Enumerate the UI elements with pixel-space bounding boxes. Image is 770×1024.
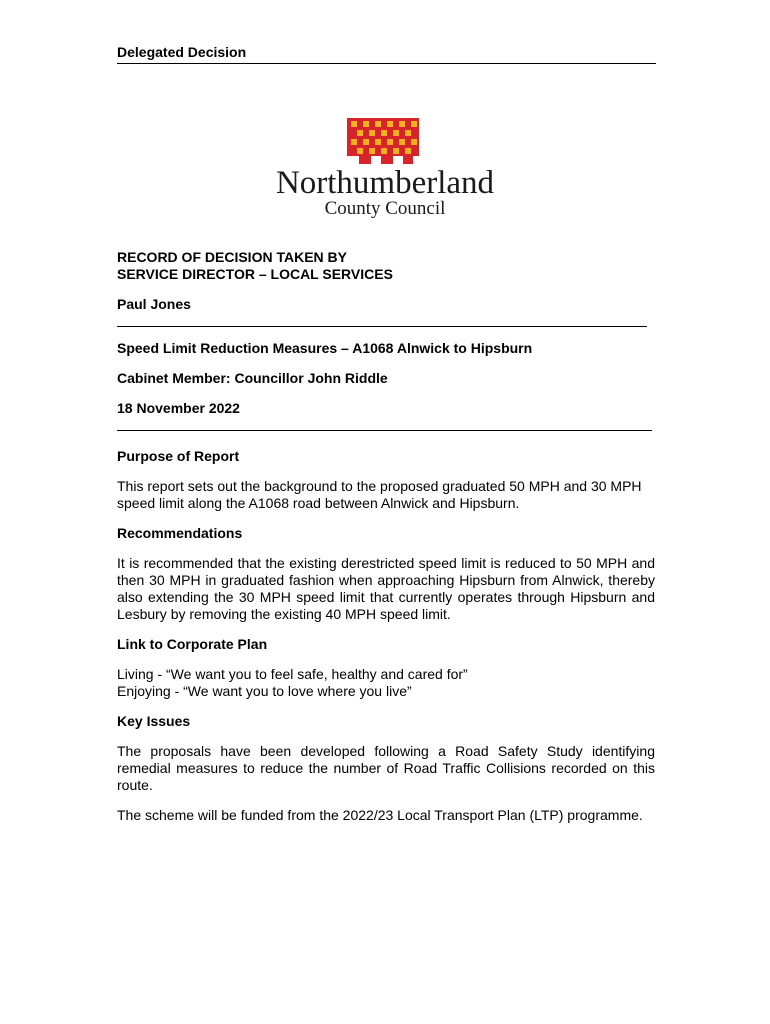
section-heading-key-issues: Key Issues <box>117 713 191 729</box>
northumberland-crest-icon <box>347 118 419 164</box>
funding-text: The scheme will be funded from the 2022/23 Local Transport Plan (LTP) programme. <box>117 807 643 823</box>
council-subname: County Council <box>324 198 446 219</box>
section-heading-recommendations: Recommendations <box>117 525 243 541</box>
corporate-plan-living: Living - “We want you to feel safe, healthy and cared for” <box>117 666 468 682</box>
report-subject: Speed Limit Reduction Measures – A1068 Alnwick to Hipsburn <box>117 340 533 356</box>
section-heading-purpose: Purpose of Report <box>117 448 240 464</box>
key-issues-text: The proposals have been developed following a Road Safety Study identifying remedial measures to reduce the number of Road Traffic Collisions recorded on this route. <box>117 743 655 793</box>
header-rule <box>117 63 656 64</box>
record-title-line1: RECORD OF DECISION TAKEN BY <box>117 249 347 265</box>
decision-date: 18 November 2022 <box>117 400 240 416</box>
officer-name: Paul Jones <box>117 296 191 312</box>
divider-rule <box>117 430 652 431</box>
document-header-label: Delegated Decision <box>117 44 247 60</box>
section-heading-corporate-plan: Link to Corporate Plan <box>117 636 268 652</box>
cabinet-member: Cabinet Member: Councillor John Riddle <box>117 370 388 386</box>
record-title <box>117 249 655 283</box>
purpose-text: This report sets out the background to the proposed graduated 50 MPH and 30 MPH speed limit along the A1068 road between Alnwick and Hipsburn. <box>117 478 642 511</box>
recommendations-text: It is recommended that the existing derestricted speed limit is reduced to 50 MPH and then 30 MPH in graduated fashion when approaching Hipsburn from Alnwick, thereby also extending the 30 MPH speed limit that currently operates through Hipsburn and Lesbury by removing the existing 40 MPH speed limit. <box>117 555 655 622</box>
council-logo <box>240 118 530 228</box>
corporate-plan-enjoying: Enjoying - “We want you to love where you live” <box>117 683 412 699</box>
council-name: Northumberland <box>275 165 495 201</box>
divider-rule <box>117 326 647 327</box>
decision-record <box>117 249 655 824</box>
record-title-line2: SERVICE DIRECTOR – LOCAL SERVICES <box>117 266 393 282</box>
